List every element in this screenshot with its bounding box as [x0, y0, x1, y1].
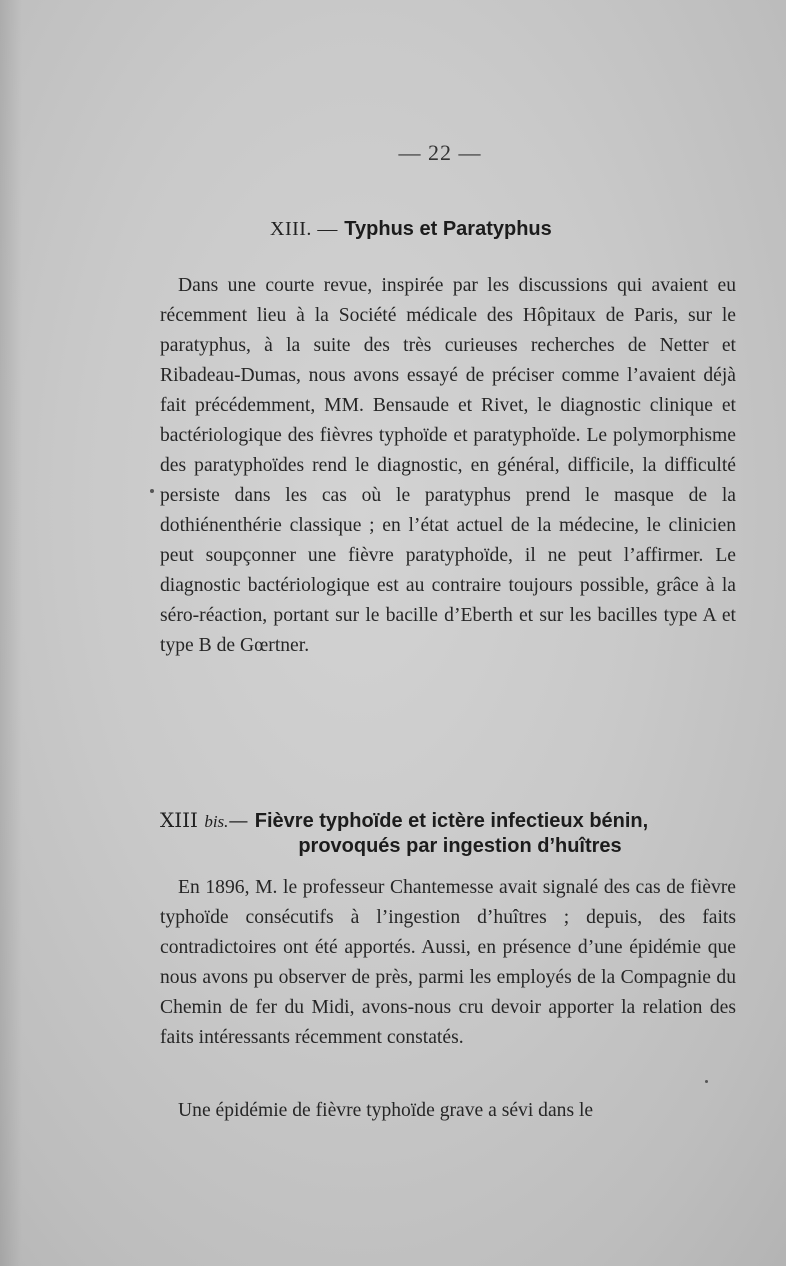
section2-bis: bis.	[204, 812, 229, 831]
paragraph-epidemie: Une épidémie de fièvre typhoïde grave a sévi dans le	[178, 1100, 594, 1121]
section2-dash: —	[228, 808, 249, 832]
page-gutter-shadow	[0, 0, 22, 1266]
section2-title-line2: provoqués par ingestion d’huîtres	[298, 835, 622, 857]
section-heading-fievre	[160, 808, 740, 859]
paragraph-typhus: Dans une courte revue, inspirée par les discussions qui avaient eu récemment lieu à la Société médicale des Hôpitaux de Paris, sur le paratyphus, à la suite des très curieuses recherches de Netter et Ribadeau-Dumas, nous avons essayé de préciser comme l’avaient déjà fait précédemment, MM. Bensaude et Rivet, le diagnostic clinique et bactériologique des fièvres typhoïde et paratyphoïde. Le polymorphisme des paratyphoïdes rend le diagnostic, en général, difficile, la difficulté persiste dans les cas où le paratyphus prend le masque de la dothiénenthérie classique ; en l’état actuel de la médecine, le clinicien peut soupçonner une fièvre paratyphoïde, il ne peut l’affirmer. Le diagnostic bactériologique est au contraire toujours possible, grâce à la séro-réaction, portant sur le bacille d’Eberth et sur les bacilles type A et type B de Gœrtner.	[160, 275, 736, 656]
page-right-margin	[786, 0, 800, 1266]
page-number: — 22 —	[398, 140, 482, 165]
section2-number: XIII	[160, 808, 198, 832]
ink-speck	[705, 1080, 708, 1083]
section-title: Typhus et Paratyphus	[344, 218, 552, 240]
section-number: XIII. —	[270, 218, 338, 240]
section2-title-line1: Fièvre typhoïde et ictère infectieux bénin,	[254, 810, 649, 832]
paragraph-huitres: En 1896, M. le professeur Chantemesse avait signalé des cas de fièvre typhoïde consécutifs à l’ingestion d’huîtres ; depuis, des faits contradictoires ont été apportés. Aussi, en présence d’une épidémie que nous avons pu observer de près, parmi les employés de la Compagnie du Chemin de fer du Midi, avons-nous cru devoir apporter la relation des faits intéressants récemment constatés.	[160, 877, 736, 1048]
ink-speck	[150, 489, 154, 493]
section-heading-typhus	[270, 216, 552, 241]
